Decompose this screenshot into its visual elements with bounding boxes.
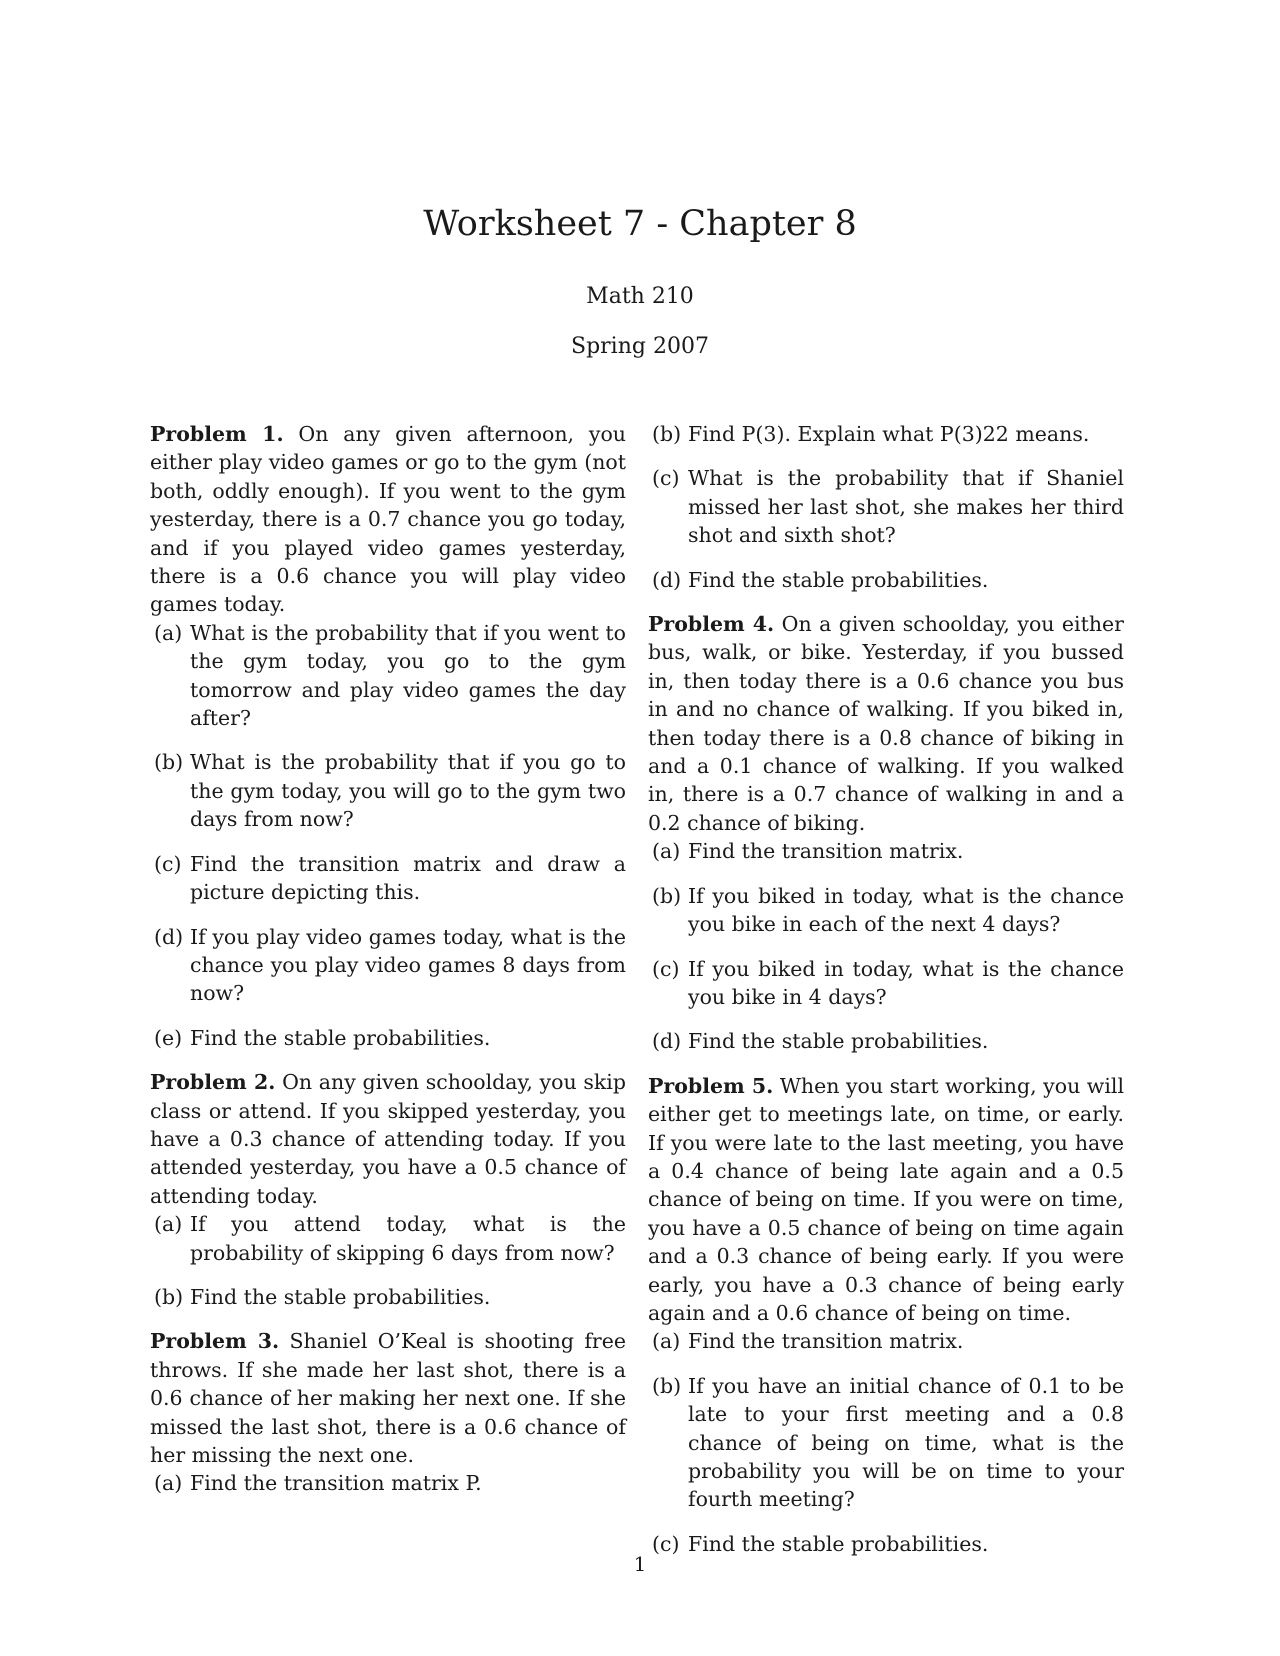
problem-text: On a given schoolday, you either bus, walk, or bike. Yesterday, if you bussed in, then today there is a 0.6 chance you bus in and no chance of walking. If you biked in, then today there is a 0.8 chance of biking in and a 0.1 chance of walking. If you walked in, there is a 0.7 chance of walking in and a 0.2 chance of biking. [648,612,1124,835]
problem-4 [648,610,1124,837]
part-item: (d) If you play video games today, what is the chance you play video games 8 days from now? [154,924,626,1006]
problem-label: Problem 1. [150,422,284,446]
part-item: (c) Find the stable probabilities. [652,1531,989,1556]
problem-text: When you start working, you will either get to meetings late, on time, or early. If you were late to the last meeting, you have a 0.4 chance of being late again and a 0.5 chance of being on time. If you were on time, you have a 0.5 chance of being on time again and a 0.3 chance of being early. If you were early, you have a 0.3 chance of being early again and a 0.6 chance of being on time. [648,1073,1125,1325]
problem-label: Problem 3. [150,1329,280,1354]
problem-text: On any given afternoon, you either play video games or go to the gym (not both, oddly enough). If you went to the gym yesterday, there is a 0.7 chance you go today, and if you played video games yesterday, there is a 0.6 chance you will play video games today. [150,422,626,617]
problem-2 [150,1068,626,1210]
part-item: (a) Find the transition matrix. [652,1329,964,1354]
part-item: (a) What is the probability that if you went to the gym today, you go to the gym tomorrow and play video games the day after? [154,620,626,731]
part-item: (e) Find the stable probabilities. [154,1025,491,1050]
page-title: Worksheet 7 - Chapter 8 [423,204,857,244]
problem-label: Problem 4. [648,612,775,637]
problem-3-continued-parts [648,420,1124,594]
part-item: (c) What is the probability that if Shaniel missed her last shot, she makes her third shot and sixth shot? [652,466,1124,548]
problem-label: Problem 5. [648,1073,774,1098]
right-column [648,420,1124,1574]
problem-5-parts [648,1327,1124,1558]
part-item: (b) Find the stable probabilities. [154,1284,491,1309]
page-number: 1 [633,1552,647,1576]
problem-1 [150,420,626,619]
part-item: (b) What is the probability that if you go to the gym today, you will go to the gym two days from now? [154,750,626,832]
part-item: (a) Find the transition matrix. [652,839,964,864]
part-item: (b) Find P(3). Explain what P(3)22 means. [652,422,1090,446]
course-name: Math 210 [586,284,694,309]
problem-text: Shaniel O’Keal is shooting free throws. If she made her last shot, there is a 0.6 chance of her making her next one. If she missed the last shot, there is a 0.6 chance of her missing the next one. [150,1329,626,1467]
problem-5 [648,1072,1124,1328]
term: Spring 2007 [571,334,709,359]
problem-2-parts [150,1210,626,1311]
part-item: (c) If you biked in today, what is the chance you bike in 4 days? [652,956,1124,1009]
part-item: (a) If you attend today, what is the probability of skipping 6 days from now? [154,1212,626,1265]
part-item: (b) If you biked in today, what is the chance you bike in each of the next 4 days? [652,883,1124,937]
problem-4-parts [648,837,1124,1055]
part-item: (a) Find the transition matrix P. [154,1471,482,1496]
problem-3-parts [150,1469,626,1497]
part-item: (c) Find the transition matrix and draw a picture depicting this. [154,851,626,905]
problem-label: Problem 2. [150,1070,276,1095]
part-item: (d) Find the stable probabilities. [652,1029,989,1054]
part-item: (b) If you have an initial chance of 0.1 to be late to your first meeting and a 0.8 chance of being on time, what is the probability you will be on time to your fourth meeting? [652,1373,1124,1512]
problem-text: On any given schoolday, you skip class or attend. If you skipped yesterday, you have a 0.3 chance of attending today. If you attended yesterday, you have a 0.5 chance of attending today. [150,1070,626,1208]
part-item: (d) Find the stable probabilities. [652,567,989,592]
left-column [150,420,626,1514]
problem-3 [150,1327,626,1469]
problem-1-parts [150,619,626,1052]
